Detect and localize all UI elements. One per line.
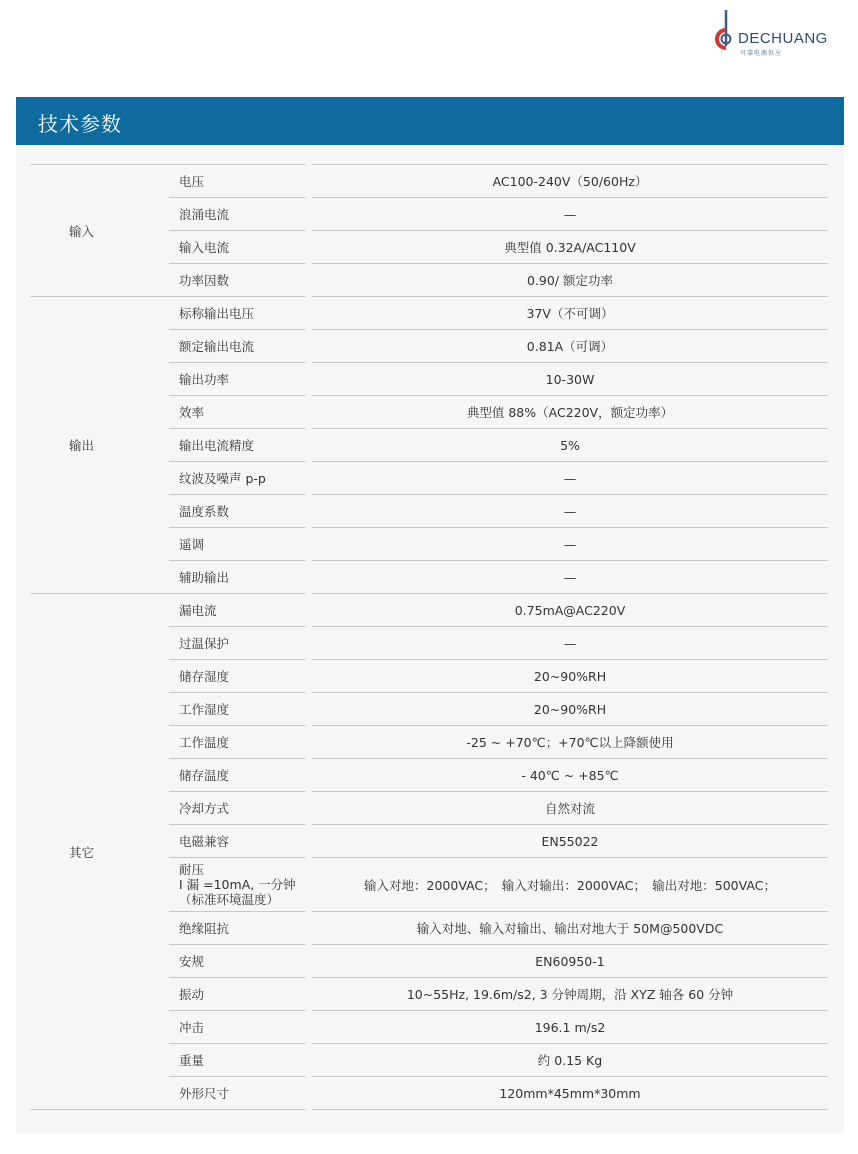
param-name: 工作温度 — [169, 726, 306, 759]
table-row — [30, 297, 828, 330]
param-value: 典型值 0.32A/AC110V — [312, 231, 828, 264]
param-name: 外形尺寸 — [169, 1077, 306, 1110]
param-value: 5% — [312, 429, 828, 462]
param-name: 储存湿度 — [169, 660, 306, 693]
param-name: 振动 — [169, 978, 306, 1011]
param-value: — — [312, 627, 828, 660]
param-name: 输入电流 — [169, 231, 306, 264]
param-value: — — [312, 495, 828, 528]
param-value: 120mm*45mm*30mm — [312, 1077, 828, 1110]
param-value: 0.81A（可调） — [312, 330, 828, 363]
param-value: - 40℃ ~ +85℃ — [312, 759, 828, 792]
param-value: 0.90/ 额定功率 — [312, 264, 828, 297]
param-name: 工作湿度 — [169, 693, 306, 726]
param-value: -25 ~ +70℃；+70℃以上降额使用 — [312, 726, 828, 759]
param-name: 输出功率 — [169, 363, 306, 396]
param-name: 重量 — [169, 1044, 306, 1077]
param-name: 过温保护 — [169, 627, 306, 660]
brand-name: DECHUANG — [738, 30, 828, 47]
param-name-line: I 漏 =10mA, 一分钟 — [179, 877, 296, 892]
param-value: 20~90%RH — [312, 660, 828, 693]
param-name: 绝缘阻抗 — [169, 912, 306, 945]
param-value: AC100-240V（50/60Hz） — [312, 165, 828, 198]
param-value: 输入对地、输入对输出、输出对地大于 50M@500VDC — [312, 912, 828, 945]
param-value: 约 0.15 Kg — [312, 1044, 828, 1077]
group-label: 其它 — [30, 594, 169, 1110]
param-name: 额定输出电流 — [169, 330, 306, 363]
spec-table — [30, 164, 828, 1110]
param-value: 自然对流 — [312, 792, 828, 825]
brand-logo — [704, 8, 844, 58]
param-name: 输出电流精度 — [169, 429, 306, 462]
param-name: 纹波及噪声 p-p — [169, 462, 306, 495]
table-row — [30, 165, 828, 198]
section-header — [16, 97, 844, 145]
param-name: 标称输出电压 — [169, 297, 306, 330]
param-value: 0.75mA@AC220V — [312, 594, 828, 627]
param-value: — — [312, 198, 828, 231]
param-name: 漏电流 — [169, 594, 306, 627]
param-name: 遥调 — [169, 528, 306, 561]
param-value: EN60950-1 — [312, 945, 828, 978]
param-value: 20~90%RH — [312, 693, 828, 726]
param-value: 196.1 m/s2 — [312, 1011, 828, 1044]
param-name: 电磁兼容 — [169, 825, 306, 858]
param-name — [169, 858, 306, 912]
param-name: 温度系数 — [169, 495, 306, 528]
param-name: 效率 — [169, 396, 306, 429]
param-name: 辅助输出 — [169, 561, 306, 594]
param-name: 储存温度 — [169, 759, 306, 792]
param-name: 冷却方式 — [169, 792, 306, 825]
param-name: 冲击 — [169, 1011, 306, 1044]
group-label: 输入 — [30, 165, 169, 297]
param-name: 浪涌电流 — [169, 198, 306, 231]
param-name-line: （标准环境温度） — [179, 892, 280, 907]
brand-tagline: 可靠电源供应 — [740, 50, 783, 57]
spec-panel — [16, 145, 844, 1133]
param-value: — — [312, 462, 828, 495]
param-value: 典型值 88%（AC220V，额定功率） — [312, 396, 828, 429]
param-value: 输入对地：2000VAC； 输入对输出：2000VAC； 输出对地：500VAC； — [312, 858, 828, 912]
group-label: 输出 — [30, 297, 169, 594]
param-value: — — [312, 561, 828, 594]
param-name: 电压 — [169, 165, 306, 198]
param-value: EN55022 — [312, 825, 828, 858]
table-row — [30, 594, 828, 627]
param-value: 37V（不可调） — [312, 297, 828, 330]
param-name-line: 耐压 — [179, 862, 205, 877]
section-title: 技术参数 — [38, 112, 122, 136]
param-value: 10~55Hz, 19.6m/s2, 3 分钟周期，沿 XYZ 轴各 60 分钟 — [312, 978, 828, 1011]
param-name: 功率因数 — [169, 264, 306, 297]
param-name: 安规 — [169, 945, 306, 978]
param-value: — — [312, 528, 828, 561]
param-value: 10-30W — [312, 363, 828, 396]
